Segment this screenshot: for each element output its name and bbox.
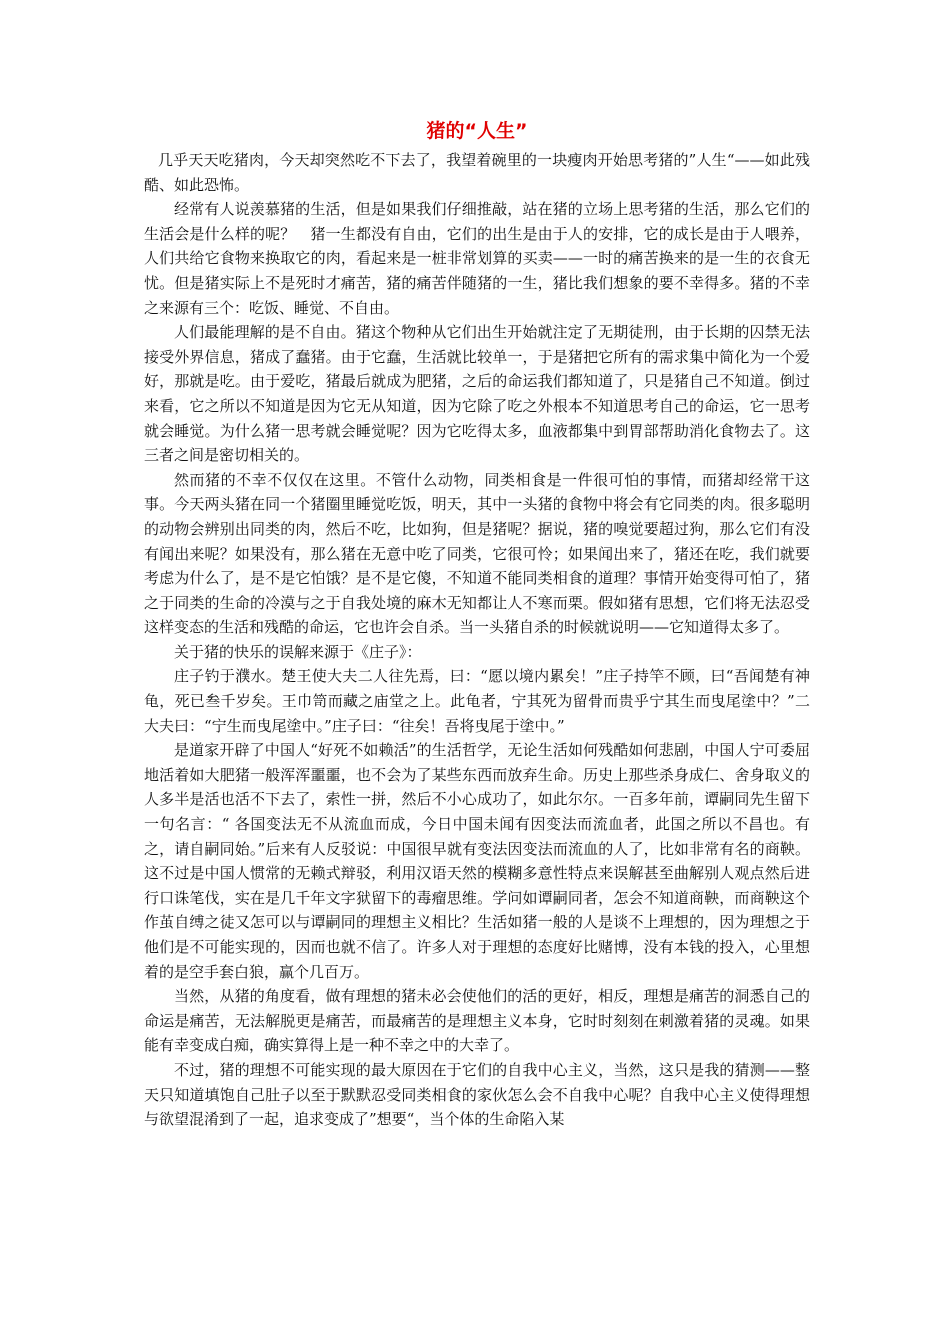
paragraph-8: 当然，从猪的角度看，做有理想的猪未必会使他们的活的更好，相反，理想是痛苦的洞悉自己的命运是痛苦，无法解脱更是痛苦，而最痛苦的是理想主义本身，它时时刻刻在刺激着猪的灵魂。如果能有幸变成白痴，确实算得上是一种不幸之中的大幸了。 — [144, 987, 810, 1055]
paragraph-5: 关于猪的快乐的误解来源于《庄子》： — [174, 642, 422, 661]
paragraph-1: 几乎天天吃猪肉，今天却突然吃不下去了，我望着碗里的一块瘦肉开始思考猪的”人生“——如此残酷、如此恐怖。 — [144, 151, 810, 194]
paragraph-9: 不过，猪的理想不可能实现的最大原因在于它们的自我中心主义，当然，这只是我的猜测——整天只知道填饱自己肚子以至于默默忍受同类相食的家伙怎么会不自我中心呢？自我中心主义使得理想与欲望混淆到了一起，追求变成了”想要“，当个体的生命陷入某 — [144, 1060, 810, 1129]
paragraph-7: 是道家开辟了中国人“好死不如赖活”的生活哲学，无论生活如何残酷如何悲剧，中国人宁可委屈地活着如大肥猪一般浑浑噩噩，也不会为了某些东西而放弃生命。历史上那些杀身成仁、舍身取义的人多半是活也活不下去了，索性一拼，然后不小心成功了，如此尔尔。一百多年前，谭嗣同先生留下一句名言：“ 各国变法无不从流血而成，今日中国未闻有因变法而流血者，此国之所以不昌也。有之，请自嗣同始。”后来有人反驳说：中国很早就有变法因变法而流血的人了，比如非常有名的商鞅。这不过是中国人惯常的无赖式辩驳，利用汉语天然的模糊多意性特点来误解甚至曲解别人观点然后进行口诛笔伐，实在是几千年文字狱留下的毒瘤思维。学问如谭嗣同者，怎会不知道商鞅，而商鞅这个作茧自缚之徒又怎可以与谭嗣同的理想主义相比？生活如猪一般的人是谈不上理想的，因为理想之于他们是不可能实现的，因而也就不信了。许多人对于理想的态度好比赌博，没有本钱的投入，心里想着的是空手套白狼，赢个几百万。 — [144, 741, 810, 981]
paragraph-2: 经常有人说羡慕猪的生活，但是如果我们仔细推敲，站在猪的立场上思考猪的生活，那么它们的生活会是什么样的呢？ 猪一生都没有自由，它们的出生是由于人的安排，它的成长是由于人喂养，人们共给它食物来换取它的肉，看起来是一桩非常划算的买卖——一时的痛苦换来的是一生的衣食无忧。但是猪实际上不是死时才痛苦，猪的痛苦伴随猪的一生，猪比我们想象的要不幸得多。猪的不幸之来源有三个：吃饭、睡觉、不自由。 — [144, 200, 810, 317]
paragraph-4: 然而猪的不幸不仅仅在这里。不管什么动物，同类相食是一件很可怕的事情，而猪却经常干这事。今天两头猪在同一个猪圈里睡觉吃饭，明天，其中一头猪的食物中将会有它同类的肉。很多聪明的动物会辨别出同类的肉，然后不吃，比如狗，但是猪呢？据说，猪的嗅觉要超过狗，那么它们有没有闻出来呢？如果没有，那么猪在无意中吃了同类，它很可怜；如果闻出来了，猪还在吃，我们就要考虑为什么了，是不是它怕饿？是不是它傻，不知道不能同类相食的道理？事情开始变得可怕了，猪之于同类的生命的冷漠与之于自我处境的麻木无知都让人不寒而栗。假如猪有思想，它们将无法忍受这样变态的生活和残酷的命运，它也许会自杀。当一头猪自杀的时候就说明——它知道得太多了。 — [144, 470, 810, 637]
document-page — [144, 118, 810, 1132]
quote-paragraph: 庄子钓于濮水。楚王使大夫二人往先焉，曰：“愿以境内累矣！”庄子持竿不顾，曰“吾闻楚有神龟，死已叁千岁矣。王巾笥而藏之庙堂之上。此龟者，宁其死为留骨而贵乎宁其生而曳尾塗中？”二大夫曰：“宁生而曳尾塗中。”庄子曰：“往矣！吾将曳尾于塗中。” — [144, 667, 810, 735]
document-title: 猪的“人生” — [426, 120, 528, 142]
paragraph-3: 人们最能理解的是不自由。猪这个物种从它们出生开始就注定了无期徒刑，由于长期的囚禁无法接受外界信息，猪成了蠢猪。由于它蠢，生活就比较单一，于是猪把它所有的需求集中简化为一个爱好，那就是吃。由于爱吃，猪最后就成为肥猪，之后的命运我们都知道了，只是猪自己不知道。倒过来看，它之所以不知道是因为它无从知道，因为它除了吃之外根本不知道思考自己的命运，它一思考就会睡觉。为什么猪一思考就会睡觉呢？因为它吃得太多，血液都集中到胃部帮助消化食物去了。这三者之间是密切相关的。 — [144, 323, 810, 465]
